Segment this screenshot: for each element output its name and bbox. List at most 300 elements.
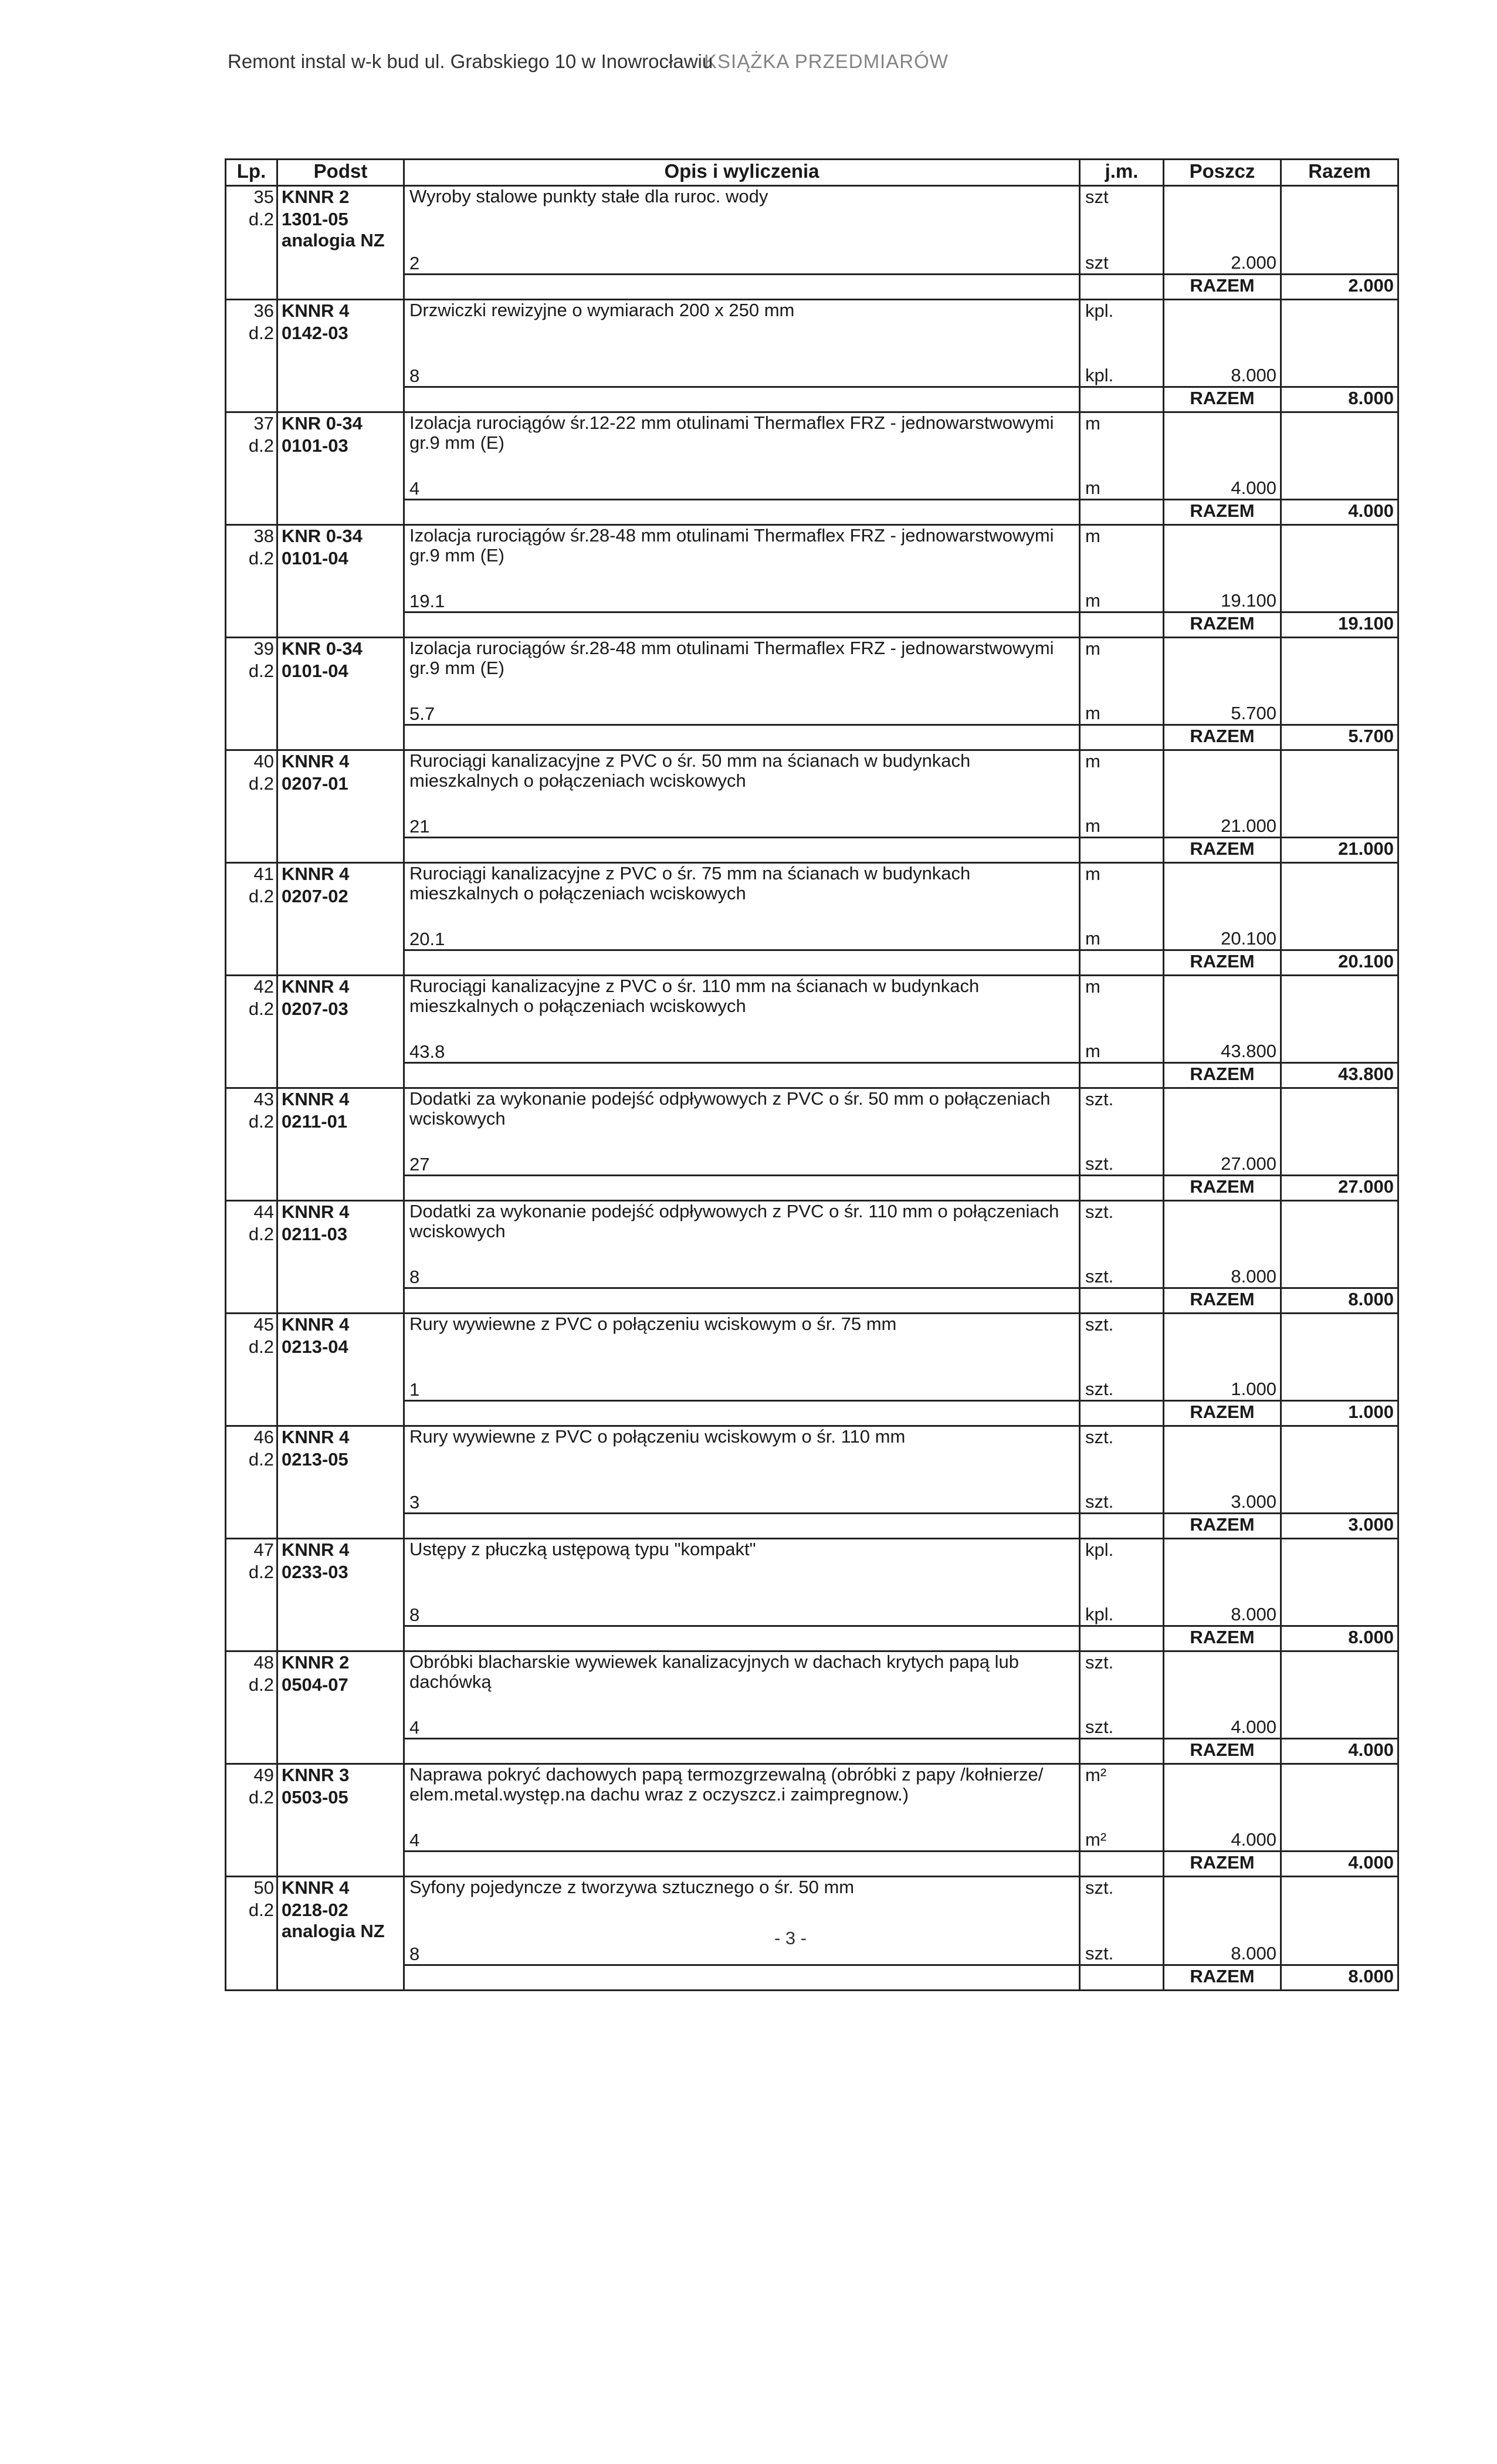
row-blank — [226, 794, 277, 814]
row-blank — [226, 1377, 277, 1401]
row-section: d.2 — [226, 1336, 277, 1358]
row-poszcz-value: 21.000 — [1164, 814, 1281, 838]
row-blank — [1281, 1470, 1398, 1490]
row-blank — [226, 927, 277, 950]
row-blank — [1080, 1288, 1164, 1314]
row-blank — [1080, 344, 1164, 364]
row-podst-number: 0218-02 — [277, 1900, 404, 1921]
row-blank — [1281, 569, 1398, 589]
row-blank — [226, 1265, 277, 1288]
row-quantity-formula: 4 — [404, 1828, 1080, 1852]
row-razem-empty — [1281, 863, 1398, 886]
row-blank — [1281, 1336, 1398, 1358]
row-blank — [1281, 1265, 1398, 1288]
row-blank — [277, 1490, 404, 1514]
row-blank — [1164, 1449, 1281, 1470]
row-blank — [277, 1377, 404, 1401]
row-blank — [1281, 1695, 1398, 1715]
table-row-quantity — [226, 364, 1398, 387]
row-poszcz-value: 8.000 — [1164, 1942, 1281, 1965]
row-description: Rurociągi kanalizacyjne z PVC o śr. 50 mm na ścianach w budynkach mieszkalnych o połączeniach wciskowych — [404, 750, 1080, 815]
row-blank — [1080, 1470, 1164, 1490]
row-description: Izolacja rurociągów śr.28-48 mm otulinami Thermaflex FRZ - jednowarstwowymi gr.9 mm (E) — [404, 525, 1080, 590]
row-blank — [277, 1626, 404, 1651]
table-row — [226, 638, 1398, 661]
row-blank — [1080, 907, 1164, 927]
row-podst-note — [277, 1245, 404, 1265]
row-blank — [1281, 1040, 1398, 1063]
row-blank — [1281, 209, 1398, 230]
row-unit: m — [1080, 976, 1164, 999]
row-section: d.2 — [226, 661, 277, 682]
row-razem-label: RAZEM — [1164, 500, 1281, 525]
row-blank — [1281, 1900, 1398, 1921]
row-razem-value: 43.800 — [1281, 1063, 1398, 1088]
row-quantity-formula: 3 — [404, 1490, 1080, 1514]
row-podst-number: 0211-03 — [277, 1224, 404, 1245]
row-quantity-formula: 8 — [404, 1265, 1080, 1288]
row-blank — [226, 1401, 277, 1426]
table-row-total — [226, 725, 1398, 750]
row-unit: m — [1080, 863, 1164, 886]
row-razem-empty — [1281, 525, 1398, 549]
row-quantity-formula: 27 — [404, 1152, 1080, 1176]
row-quantity-formula: 21 — [404, 814, 1080, 838]
row-blank — [226, 1288, 277, 1314]
row-blank — [226, 1358, 277, 1377]
table-row-total — [226, 1739, 1398, 1764]
row-blank — [1080, 1787, 1164, 1808]
row-blank — [1080, 661, 1164, 682]
row-blank — [1281, 907, 1398, 927]
row-blank — [1281, 794, 1398, 814]
row-blank — [1164, 1674, 1281, 1695]
row-blank — [1080, 838, 1164, 863]
row-podst-number: 0207-01 — [277, 773, 404, 794]
table-row — [226, 1314, 1398, 1337]
row-blank — [226, 251, 277, 275]
table-row — [226, 1651, 1398, 1675]
row-poszcz-value: 27.000 — [1164, 1152, 1281, 1176]
row-razem-label: RAZEM — [1164, 387, 1281, 412]
row-blank — [1281, 364, 1398, 387]
row-blank — [1281, 1715, 1398, 1739]
row-blank — [226, 950, 277, 976]
row-razem-empty — [1281, 1651, 1398, 1675]
row-razem-empty — [1281, 750, 1398, 774]
row-quantity-unit: kpl. — [1080, 364, 1164, 387]
row-unit: kpl. — [1080, 300, 1164, 323]
bill-of-quantities — [225, 158, 1397, 1991]
row-blank — [226, 1626, 277, 1651]
row-blank — [404, 1739, 1080, 1764]
row-unit: kpl. — [1080, 1539, 1164, 1562]
row-blank — [277, 364, 404, 387]
row-description: Rury wywiewne z PVC o połączeniu wciskowym o śr. 75 mm — [404, 1314, 1080, 1378]
row-blank — [1281, 1942, 1398, 1965]
row-blank — [226, 500, 277, 525]
row-blank — [1164, 886, 1281, 907]
row-quantity-formula: 2 — [404, 251, 1080, 275]
row-blank — [1080, 500, 1164, 525]
table-row — [226, 750, 1398, 774]
row-podst-note — [277, 1808, 404, 1828]
col-header-podst: Podst — [277, 160, 404, 186]
row-quantity-formula: 4 — [404, 1715, 1080, 1739]
row-lp: 37 — [226, 412, 277, 436]
row-blank — [1080, 569, 1164, 589]
row-blank — [226, 1020, 277, 1040]
row-blank — [226, 456, 277, 476]
row-poszcz-value: 5.700 — [1164, 702, 1281, 725]
row-razem-value: 8.000 — [1281, 1626, 1398, 1651]
row-podst-note — [277, 344, 404, 364]
row-blank — [1281, 661, 1398, 682]
row-section: d.2 — [226, 548, 277, 569]
table-row-quantity — [226, 1715, 1398, 1739]
table-row — [226, 186, 1398, 209]
row-blank — [404, 1401, 1080, 1426]
row-blank — [277, 950, 404, 976]
row-blank — [1281, 323, 1398, 344]
row-blank — [1080, 773, 1164, 794]
row-blank — [1080, 275, 1164, 300]
row-unit: szt. — [1080, 1877, 1164, 1900]
row-quantity-unit: m — [1080, 1040, 1164, 1063]
row-podst-code: KNNR 3 — [277, 1764, 404, 1788]
row-razem-value: 5.700 — [1281, 725, 1398, 750]
row-podst-note — [277, 456, 404, 476]
row-blank — [1080, 1132, 1164, 1152]
row-blank — [277, 1942, 404, 1965]
table-row-total — [226, 1852, 1398, 1877]
row-podst-code: KNR 0-34 — [277, 412, 404, 436]
page-header — [228, 50, 949, 73]
row-podst-number: 0101-03 — [277, 435, 404, 456]
row-blank — [1164, 1020, 1281, 1040]
row-blank — [1281, 1449, 1398, 1470]
table-body — [226, 186, 1398, 1991]
table-row-quantity — [226, 1040, 1398, 1063]
table-header-row — [226, 160, 1398, 186]
row-blank — [404, 1626, 1080, 1651]
row-poszcz-empty — [1164, 525, 1281, 549]
row-blank — [1080, 1336, 1164, 1358]
row-poszcz-value: 19.100 — [1164, 589, 1281, 612]
row-section: d.2 — [226, 435, 277, 456]
row-blank — [1164, 548, 1281, 569]
row-blank — [1080, 1020, 1164, 1040]
row-blank — [1164, 1336, 1281, 1358]
row-blank — [226, 275, 277, 300]
row-quantity-formula: 8 — [404, 364, 1080, 387]
row-blank — [1080, 612, 1164, 638]
row-blank — [1281, 1245, 1398, 1265]
table-row-quantity — [226, 814, 1398, 838]
row-description: Drzwiczki rewizyjne o wymiarach 200 x 250 mm — [404, 300, 1080, 364]
row-razem-label: RAZEM — [1164, 1965, 1281, 1991]
row-blank — [1080, 1965, 1164, 1991]
table-row-total — [226, 1176, 1398, 1201]
row-blank — [277, 1603, 404, 1626]
row-description: Izolacja rurociągów śr.12-22 mm otulinami Thermaflex FRZ - jednowarstwowymi gr.9 mm (E) — [404, 412, 1080, 477]
row-podst-note — [277, 1583, 404, 1603]
row-blank — [1080, 1245, 1164, 1265]
row-blank — [277, 1828, 404, 1852]
row-poszcz-value: 43.800 — [1164, 1040, 1281, 1063]
row-razem-empty — [1281, 1314, 1398, 1337]
row-blank — [1164, 1900, 1281, 1921]
row-description: Obróbki blacharskie wywiewek kanalizacyjnych w dachach krytych papą lub dachówką — [404, 1651, 1080, 1716]
table-row-quantity — [226, 251, 1398, 275]
row-blank — [226, 702, 277, 725]
row-section: d.2 — [226, 209, 277, 230]
table-row — [226, 412, 1398, 436]
row-blank — [1164, 1808, 1281, 1828]
row-razem-value: 19.100 — [1281, 612, 1398, 638]
row-blank — [1080, 435, 1164, 456]
table-row-total — [226, 950, 1398, 976]
row-blank — [1080, 1808, 1164, 1828]
row-razem-label: RAZEM — [1164, 1514, 1281, 1539]
row-razem-value: 1.000 — [1281, 1401, 1398, 1426]
row-podst-number: 0213-05 — [277, 1449, 404, 1470]
row-blank — [226, 1739, 277, 1764]
row-blank — [277, 476, 404, 500]
row-blank — [1080, 725, 1164, 750]
row-poszcz-value: 4.000 — [1164, 476, 1281, 500]
table-row — [226, 1201, 1398, 1224]
row-blank — [1164, 209, 1281, 230]
row-razem-label: RAZEM — [1164, 1626, 1281, 1651]
row-razem-empty — [1281, 1201, 1398, 1224]
row-blank — [1281, 1828, 1398, 1852]
row-poszcz-empty — [1164, 1426, 1281, 1450]
row-section: d.2 — [226, 1111, 277, 1132]
row-blank — [1281, 230, 1398, 251]
row-blank — [226, 725, 277, 750]
row-blank — [1281, 1490, 1398, 1514]
row-blank — [226, 612, 277, 638]
row-blank — [1281, 1787, 1398, 1808]
row-blank — [1080, 682, 1164, 702]
row-razem-label: RAZEM — [1164, 612, 1281, 638]
row-podst-note — [277, 794, 404, 814]
row-blank — [1281, 773, 1398, 794]
row-blank — [1164, 435, 1281, 456]
row-podst-code: KNNR 4 — [277, 976, 404, 999]
row-blank — [226, 814, 277, 838]
row-description: Dodatki za wykonanie podejść odpływowych z PVC o śr. 50 mm o połączeniach wciskowych — [404, 1088, 1080, 1153]
row-podst-number: 0503-05 — [277, 1787, 404, 1808]
row-blank — [1281, 1152, 1398, 1176]
row-blank — [226, 1583, 277, 1603]
row-poszcz-empty — [1164, 863, 1281, 886]
table-row-quantity — [226, 1942, 1398, 1965]
row-blank — [226, 1132, 277, 1152]
row-razem-label: RAZEM — [1164, 275, 1281, 300]
table-row-total — [226, 1514, 1398, 1539]
row-unit: m — [1080, 525, 1164, 549]
row-podst-code: KNR 0-34 — [277, 525, 404, 549]
row-blank — [226, 1040, 277, 1063]
row-poszcz-value: 8.000 — [1164, 364, 1281, 387]
row-blank — [1281, 999, 1398, 1020]
row-razem-label: RAZEM — [1164, 1288, 1281, 1314]
row-blank — [226, 387, 277, 412]
row-description: Izolacja rurociągów śr.28-48 mm otulinami Thermaflex FRZ - jednowarstwowymi gr.9 mm (E) — [404, 638, 1080, 702]
row-quantity-unit: szt. — [1080, 1265, 1164, 1288]
row-quantity-unit: kpl. — [1080, 1603, 1164, 1626]
row-quantity-unit: m² — [1080, 1828, 1164, 1852]
row-blank — [1080, 1449, 1164, 1470]
col-header-poszcz: Poszcz — [1164, 160, 1281, 186]
row-blank — [1281, 548, 1398, 569]
row-unit: m² — [1080, 1764, 1164, 1788]
row-blank — [277, 275, 404, 300]
row-section: d.2 — [226, 1900, 277, 1921]
row-podst-note: analogia NZ — [277, 1921, 404, 1942]
row-podst-code: KNNR 4 — [277, 863, 404, 886]
row-razem-label: RAZEM — [1164, 1852, 1281, 1877]
row-blank — [1080, 1063, 1164, 1088]
row-blank — [1164, 1132, 1281, 1152]
row-blank — [1281, 1377, 1398, 1401]
row-blank — [404, 500, 1080, 525]
row-section: d.2 — [226, 1562, 277, 1583]
row-quantity-unit: m — [1080, 814, 1164, 838]
row-razem-label: RAZEM — [1164, 1063, 1281, 1088]
row-podst-number: 0207-02 — [277, 886, 404, 907]
row-blank — [404, 1852, 1080, 1877]
row-blank — [1080, 1739, 1164, 1764]
row-blank — [1281, 456, 1398, 476]
row-blank — [404, 1176, 1080, 1201]
table-row — [226, 300, 1398, 323]
row-podst-code: KNR 0-34 — [277, 638, 404, 661]
row-blank — [226, 1514, 277, 1539]
table-row — [226, 976, 1398, 999]
table-row-quantity — [226, 702, 1398, 725]
table-row-quantity — [226, 1603, 1398, 1626]
row-lp: 48 — [226, 1651, 277, 1675]
table-row — [226, 863, 1398, 886]
row-description: Naprawa pokryć dachowych papą termozgrzewalną (obróbki z papy /kołnierze/ elem.metal.występ.na dachu wraz z oczyszcz.i zaimpregnow.) — [404, 1764, 1080, 1829]
row-blank — [1164, 323, 1281, 344]
row-razem-empty — [1281, 1877, 1398, 1900]
row-blank — [1281, 476, 1398, 500]
row-unit: m — [1080, 750, 1164, 774]
row-blank — [404, 1965, 1080, 1991]
row-blank — [1281, 1674, 1398, 1695]
row-poszcz-empty — [1164, 1088, 1281, 1112]
row-blank — [1281, 1808, 1398, 1828]
row-unit: szt. — [1080, 1201, 1164, 1224]
table-row-quantity — [226, 589, 1398, 612]
row-description: Rurociągi kanalizacyjne z PVC o śr. 75 mm na ścianach w budynkach mieszkalnych o połączeniach wciskowych — [404, 863, 1080, 928]
row-blank — [404, 725, 1080, 750]
row-quantity-formula: 19.1 — [404, 589, 1080, 612]
table-row — [226, 1764, 1398, 1788]
row-poszcz-empty — [1164, 750, 1281, 774]
row-poszcz-value: 8.000 — [1164, 1265, 1281, 1288]
row-lp: 47 — [226, 1539, 277, 1562]
row-blank — [226, 907, 277, 927]
row-blank — [277, 814, 404, 838]
row-podst-number: 0142-03 — [277, 323, 404, 344]
row-razem-label: RAZEM — [1164, 1176, 1281, 1201]
row-blank — [1164, 773, 1281, 794]
row-podst-code: KNNR 4 — [277, 750, 404, 774]
table-row — [226, 525, 1398, 549]
row-razem-value: 3.000 — [1281, 1514, 1398, 1539]
row-blank — [226, 1695, 277, 1715]
row-blank — [1164, 999, 1281, 1020]
row-podst-note — [277, 1020, 404, 1040]
table-row-total — [226, 1965, 1398, 1991]
row-unit: szt. — [1080, 1314, 1164, 1337]
header-section — [704, 50, 949, 73]
row-razem-value: 4.000 — [1281, 1852, 1398, 1877]
row-blank — [1080, 1921, 1164, 1942]
table-row-quantity — [226, 927, 1398, 950]
row-poszcz-value: 3.000 — [1164, 1490, 1281, 1514]
row-blank — [277, 1152, 404, 1176]
row-blank — [1080, 1358, 1164, 1377]
row-blank — [1281, 1132, 1398, 1152]
row-blank — [1164, 1245, 1281, 1265]
header-section-text: KSIĄŻKA PRZEDMIARÓW — [704, 50, 949, 72]
row-section: d.2 — [226, 1449, 277, 1470]
row-blank — [404, 275, 1080, 300]
row-blank — [1080, 886, 1164, 907]
table-row-quantity — [226, 476, 1398, 500]
row-blank — [277, 612, 404, 638]
row-blank — [226, 1808, 277, 1828]
row-blank — [1281, 344, 1398, 364]
row-blank — [226, 1715, 277, 1739]
row-poszcz-value: 2.000 — [1164, 251, 1281, 275]
row-podst-code: KNNR 4 — [277, 1539, 404, 1562]
row-razem-empty — [1281, 300, 1398, 323]
row-blank — [1164, 794, 1281, 814]
row-razem-value: 8.000 — [1281, 387, 1398, 412]
row-razem-value: 4.000 — [1281, 1739, 1398, 1764]
row-quantity-unit: m — [1080, 927, 1164, 950]
row-unit: szt — [1080, 186, 1164, 209]
row-blank — [404, 387, 1080, 412]
row-quantity-unit: szt. — [1080, 1377, 1164, 1401]
row-podst-note — [277, 1358, 404, 1377]
row-blank — [1281, 814, 1398, 838]
col-header-opis: Opis i wyliczenia — [404, 160, 1080, 186]
row-blank — [1080, 387, 1164, 412]
row-blank — [1164, 1562, 1281, 1583]
row-section: d.2 — [226, 1224, 277, 1245]
row-blank — [1281, 1020, 1398, 1040]
row-blank — [277, 1176, 404, 1201]
row-razem-empty — [1281, 186, 1398, 209]
row-blank — [1164, 1470, 1281, 1490]
table-row — [226, 1426, 1398, 1450]
row-razem-label: RAZEM — [1164, 950, 1281, 976]
row-poszcz-empty — [1164, 1877, 1281, 1900]
row-blank — [1164, 456, 1281, 476]
row-poszcz-empty — [1164, 186, 1281, 209]
row-blank — [226, 569, 277, 589]
row-blank — [1080, 548, 1164, 569]
row-unit: szt. — [1080, 1651, 1164, 1675]
